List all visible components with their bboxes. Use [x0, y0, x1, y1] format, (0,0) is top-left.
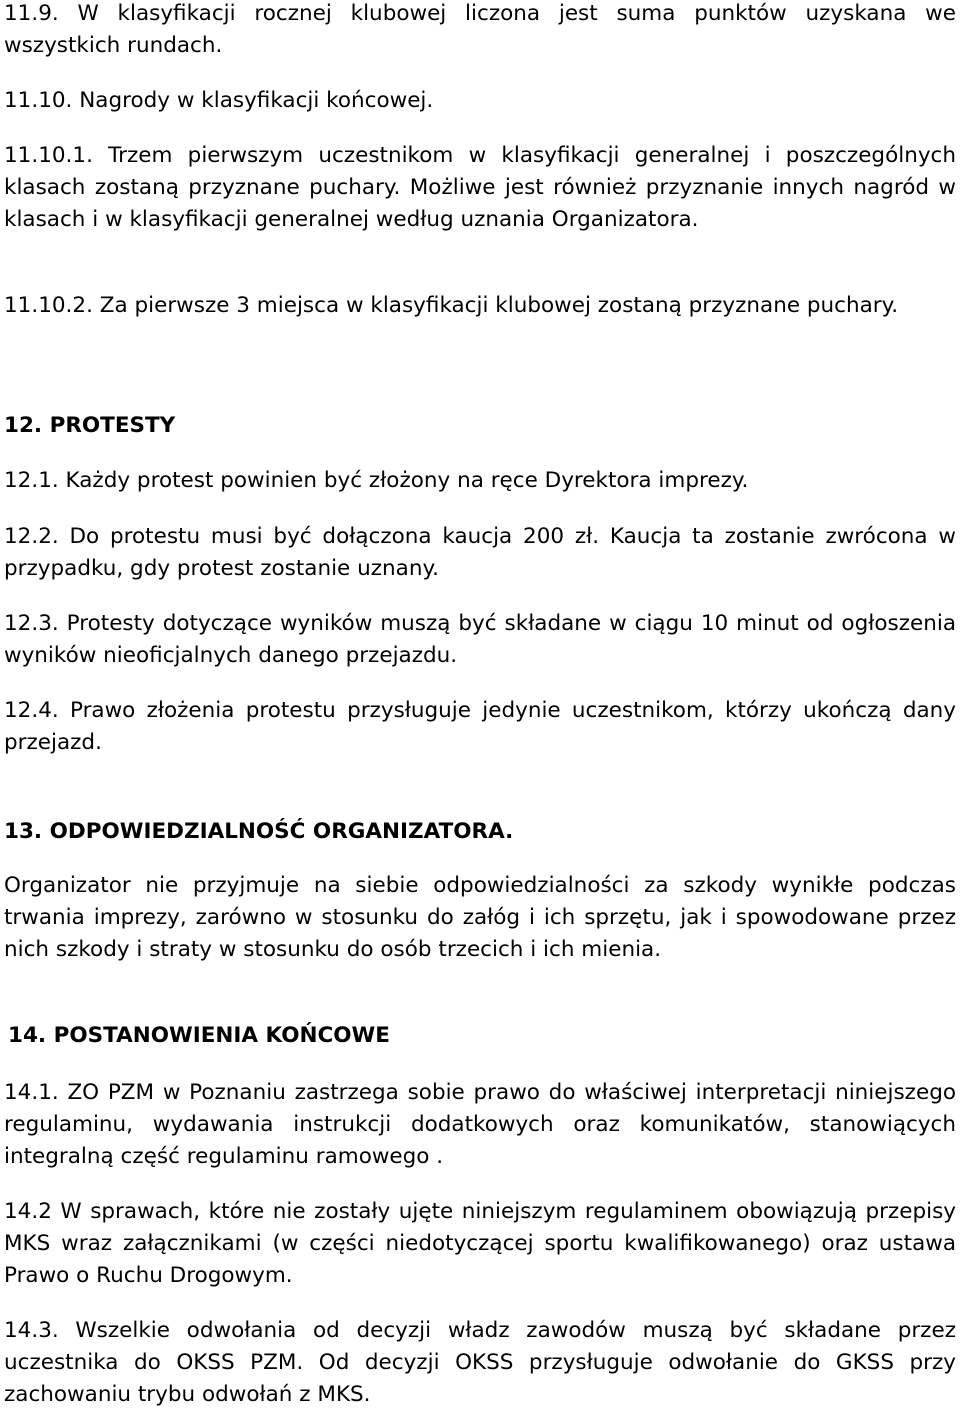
paragraph-12-2: 12.2. Do protestu musi być dołączona kaucja 200 zł. Kaucja ta zostanie zwrócona w przypadku, gdy protest zostanie uznany. — [4, 524, 956, 581]
paragraph-14-3: 14.3. Wszelkie odwołania od decyzji władz zawodów muszą być składane przez uczestnika do OKSS PZM. Od decyzji OKSS przysługuje odwołanie do GKSS przy zachowaniu trybu odwołań z MKS. — [4, 1318, 956, 1407]
section-heading-14: 14. POSTANOWIENIA KOŃCOWE — [8, 1023, 390, 1048]
paragraph-12-3: 12.3. Protesty dotyczące wyników muszą być składane w ciągu 10 minut od ogłoszenia wyników nieoficjalnych danego przejazdu. — [4, 611, 956, 668]
section-heading-12: 12. PROTESTY — [4, 413, 176, 438]
paragraph-11-9: 11.9. W klasyfikacji rocznej klubowej liczona jest suma punktów uzyskana we wszystkich rundach. — [4, 1, 956, 58]
section-heading-13: 13. ODPOWIEDZIALNOŚĆ ORGANIZATORA. — [4, 819, 514, 844]
paragraph-12-1: 12.1. Każdy protest powinien być złożony na ręce Dyrektora imprezy. — [4, 468, 749, 493]
paragraph-12-4: 12.4. Prawo złożenia protestu przysługuje jedynie uczestnikom, którzy ukończą dany przejazd. — [4, 698, 956, 755]
paragraph-13: Organizator nie przyjmuje na siebie odpowiedzialności za szkody wynikłe podczas trwania imprezy, zarówno w stosunku do załóg i ich sprzętu, jak i spowodowane przez nich szkody i straty w stosunku do osób trzecich i ich mienia. — [4, 873, 956, 962]
paragraph-11-10: 11.10. Nagrody w klasyfikacji końcowej. — [4, 88, 434, 113]
paragraph-14-2: 14.2 W sprawach, które nie zostały ujęte niniejszym regulaminem obowiązują przepisy MKS wraz załącznikami (w części niedotyczącej sportu kwalifikowanego) oraz ustawa Prawo o Ruchu Drogowym. — [4, 1199, 956, 1288]
paragraph-11-10-2: 11.10.2. Za pierwsze 3 miejsca w klasyfikacji klubowej zostaną przyznane puchary. — [4, 293, 899, 318]
paragraph-11-10-1: 11.10.1. Trzem pierwszym uczestnikom w klasyfikacji generalnej i poszczególnych klasach zostaną przyznane puchary. Możliwe jest również przyznanie innych nagród w klasach i w klasyfikacji generalnej według uznania Organizatora. — [4, 143, 956, 232]
paragraph-14-1: 14.1. ZO PZM w Poznaniu zastrzega sobie prawo do właściwej interpretacji niniejszego regulaminu, wydawania instrukcji dodatkowych oraz komunikatów, stanowiących integralną część regulaminu ramowego . — [4, 1080, 956, 1169]
